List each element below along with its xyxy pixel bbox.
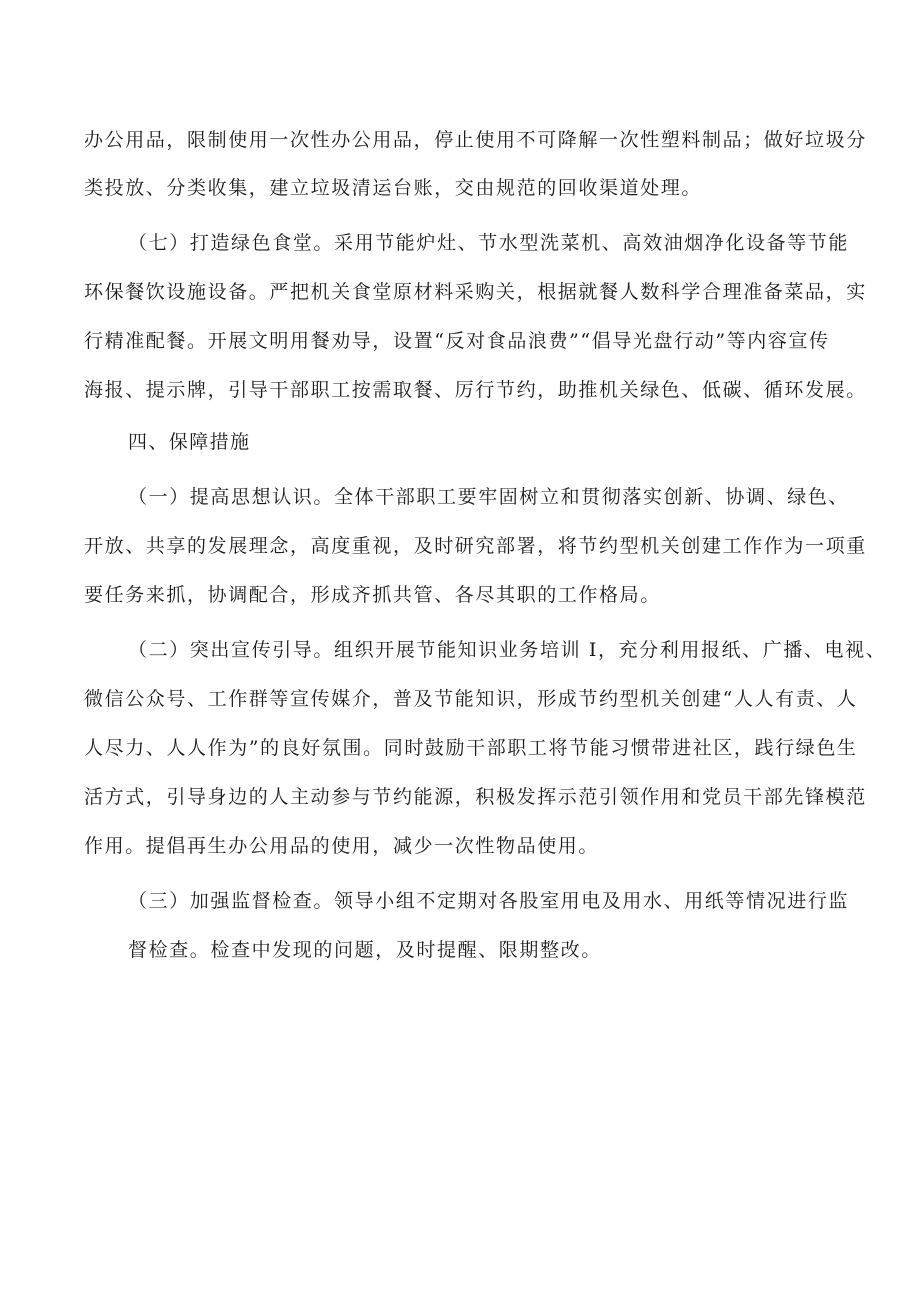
paragraph-line: 活方式，引导身边的人主动参与节约能源，积极发挥示范引领作用和党员干部先锋模范 bbox=[84, 786, 867, 808]
paragraph-line: （一）提高思想认识。全体干部职工要牢固树立和贯彻落实创新、协调、绿色、 bbox=[128, 486, 850, 508]
paragraph-line: （二）突出宣传引导。组织开展节能知识业务培训 I，充分利用报纸、广播、电视、 bbox=[128, 639, 887, 661]
paragraph-line: 类投放、分类收集，建立垃圾清运台账，交由规范的回收渠道处理。 bbox=[84, 177, 703, 199]
paragraph-line: 海报、提示牌，引导干部职工按需取餐、厉行节约，助推机关绿色、低碳、循环发展。 bbox=[84, 379, 867, 401]
paragraph-line: （七）打造绿色食堂。采用节能炉灶、节水型洗菜机、高效油烟净化设备等节能 bbox=[128, 232, 850, 254]
paragraph-line: 行精准配餐。开展文明用餐劝导，设置“反对食品浪费”“倡导光盘行动”等内容宣传 bbox=[84, 330, 830, 352]
paragraph-line: 开放、共享的发展理念，高度重视，及时研究部署，将节约型机关创建工作作为一项重 bbox=[84, 535, 867, 557]
paragraph-line: 办公用品，限制使用一次性办公用品，停止使用不可降解一次性塑料制品；做好垃圾分 bbox=[84, 129, 867, 151]
paragraph-line: 微信公众号、工作群等宣传媒介，普及节能知识，形成节约型机关创建“人人有责、人 bbox=[84, 688, 858, 710]
paragraph-line: 作用。提倡再生办公用品的使用，减少一次性物品使用。 bbox=[84, 835, 600, 857]
paragraph-line: （三）加强监督检查。领导小组不定期对各股室用电及用水、用纸等情况进行监 bbox=[128, 890, 850, 912]
section-heading: 四、保障措施 bbox=[128, 431, 251, 453]
paragraph-line: 人尽力、人人作为”的良好氛围。同时鼓励干部职工将节能习惯带进社区，践行绿色生 bbox=[84, 737, 858, 759]
paragraph-line: 环保餐饮设施设备。严把机关食堂原材料采购关，根据就餐人数科学合理准备菜品，实 bbox=[84, 281, 867, 303]
paragraph-line: 督检查。检查中发现的问题，及时提醒、限期整改。 bbox=[128, 939, 602, 961]
paragraph-line: 要任务来抓，协调配合，形成齐抓共管、各尽其职的工作格局。 bbox=[84, 584, 661, 606]
